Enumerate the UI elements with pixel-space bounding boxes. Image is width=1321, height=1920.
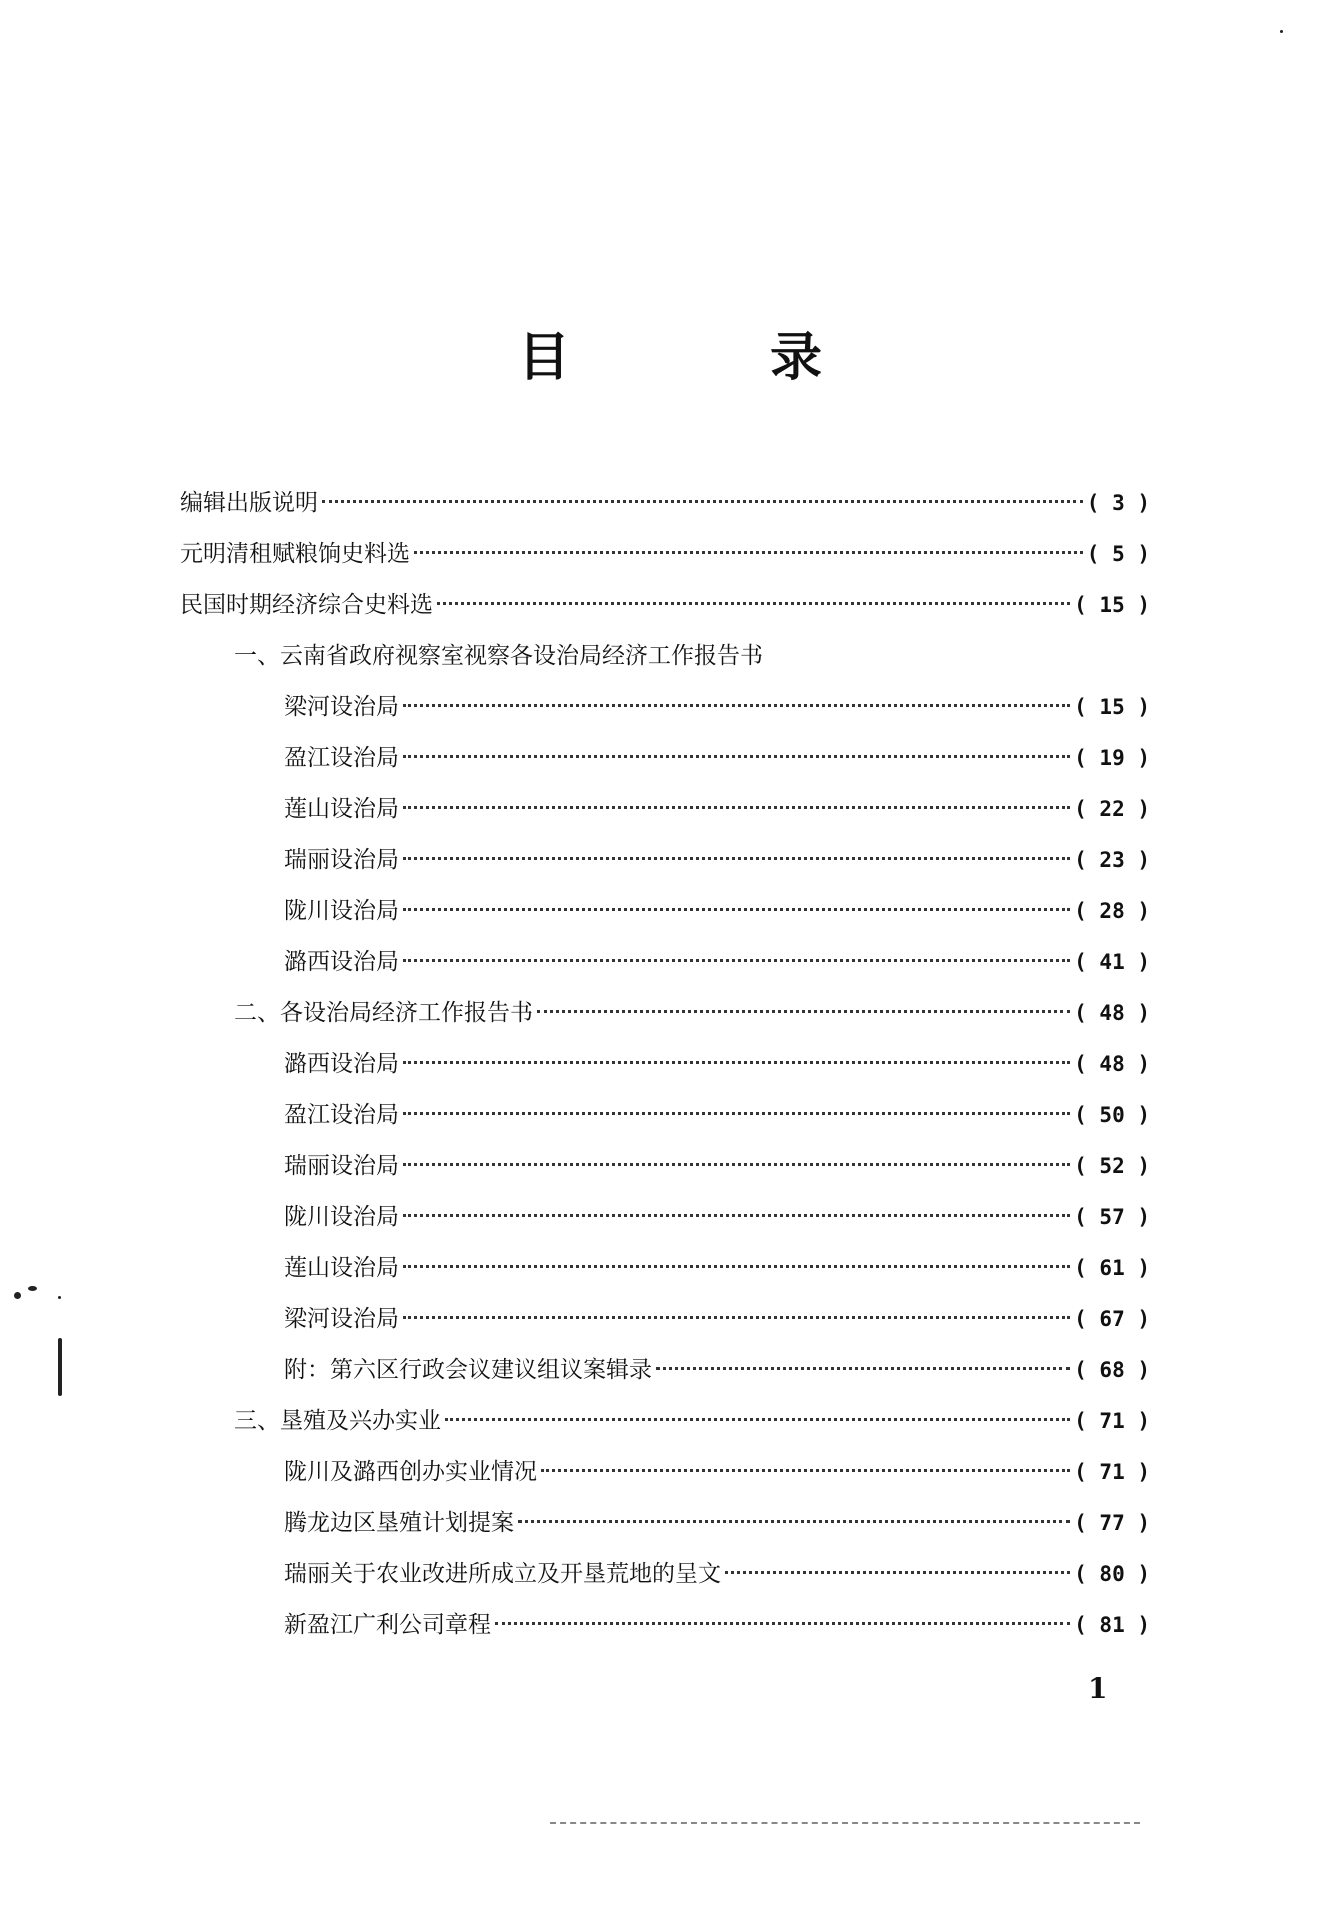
toc-entry-page: ( 68 )	[1074, 1358, 1150, 1382]
toc-leader-dots	[445, 1418, 1070, 1421]
scan-artifact-line	[550, 1822, 1140, 1824]
toc-entry-title: 编辑出版说明	[180, 490, 318, 516]
toc-entry	[180, 1549, 1150, 1600]
toc-entry-page: ( 50 )	[1074, 1103, 1150, 1127]
toc-entry	[180, 886, 1150, 937]
toc-entry-title: 瑞丽关于农业改进所成立及开垦荒地的呈文	[284, 1561, 721, 1587]
toc-entry	[180, 733, 1150, 784]
toc-entry-page: ( 19 )	[1074, 746, 1150, 770]
toc-entry-title: 瑞丽设治局	[284, 847, 399, 873]
toc-entry	[180, 835, 1150, 886]
toc-entry	[180, 1498, 1150, 1549]
toc-entry-page: ( 15 )	[1074, 593, 1150, 617]
toc-entry-title: 民国时期经济综合史料选	[180, 592, 433, 618]
toc-entry-page: ( 57 )	[1074, 1205, 1150, 1229]
toc-entry-title: 盈江设治局	[284, 1102, 399, 1128]
scan-speck	[58, 1338, 62, 1396]
toc-entry-page: ( 5 )	[1086, 542, 1150, 566]
toc-entry	[180, 631, 1150, 682]
toc-leader-dots	[403, 755, 1070, 758]
toc-leader-dots	[403, 908, 1070, 911]
toc-leader-dots	[518, 1520, 1070, 1523]
toc-entry	[180, 1141, 1150, 1192]
toc-entry-page: ( 81 )	[1074, 1613, 1150, 1637]
toc-entry-title: 瑞丽设治局	[284, 1153, 399, 1179]
toc-entry	[180, 580, 1150, 631]
toc-entry	[180, 1039, 1150, 1090]
toc-entry	[180, 1447, 1150, 1498]
toc-entry-title: 盈江设治局	[284, 745, 399, 771]
toc-entry	[180, 1345, 1150, 1396]
toc-entry-page: ( 23 )	[1074, 848, 1150, 872]
toc-entry-title: 陇川及潞西创办实业情况	[284, 1459, 537, 1485]
toc-entry	[180, 478, 1150, 529]
toc-entry-page: ( 28 )	[1074, 899, 1150, 923]
toc-entry-title: 一、云南省政府视察室视察各设治局经济工作报告书	[234, 643, 763, 669]
toc-leader-dots	[403, 1265, 1070, 1268]
toc-leader-dots	[656, 1367, 1070, 1370]
toc-entry-page: ( 52 )	[1074, 1154, 1150, 1178]
toc-entry-title: 附：第六区行政会议建议组议案辑录	[284, 1357, 652, 1383]
toc-leader-dots	[403, 806, 1070, 809]
toc-entry-title: 二、各设治局经济工作报告书	[234, 1000, 533, 1026]
toc-entry	[180, 784, 1150, 835]
toc-entry-title: 莲山设治局	[284, 1255, 399, 1281]
toc-entry-page: ( 61 )	[1074, 1256, 1150, 1280]
scan-speck	[28, 1286, 37, 1291]
toc-leader-dots	[403, 704, 1070, 707]
toc-entry	[180, 937, 1150, 988]
toc-entry-page: ( 80 )	[1074, 1562, 1150, 1586]
toc-entry-page: ( 71 )	[1074, 1460, 1150, 1484]
toc-entry-page: ( 67 )	[1074, 1307, 1150, 1331]
toc-entry-title: 陇川设治局	[284, 898, 399, 924]
toc-entry-title: 新盈江广利公司章程	[284, 1612, 491, 1638]
toc-entry	[180, 682, 1150, 733]
toc-leader-dots	[725, 1571, 1070, 1574]
toc-entry-title: 腾龙边区垦殖计划提案	[284, 1510, 514, 1536]
toc-entry-page: ( 77 )	[1074, 1511, 1150, 1535]
toc-leader-dots	[437, 602, 1070, 605]
toc-leader-dots	[403, 1316, 1070, 1319]
toc-entry	[180, 1090, 1150, 1141]
scan-speck	[1280, 30, 1283, 33]
scan-speck	[58, 1296, 61, 1299]
toc-leader-dots	[403, 959, 1070, 962]
page-number: 1	[1088, 1672, 1108, 1705]
toc-leader-dots	[495, 1622, 1070, 1625]
toc-leader-dots	[541, 1469, 1070, 1472]
toc-entry-title: 陇川设治局	[284, 1204, 399, 1230]
scan-speck	[14, 1292, 21, 1299]
toc-entry-page: ( 3 )	[1086, 491, 1150, 515]
toc-entry-title: 元明清租赋粮饷史料选	[180, 541, 410, 567]
toc-entry-page: ( 71 )	[1074, 1409, 1150, 1433]
toc-entry	[180, 1600, 1150, 1651]
toc-entry-title: 莲山设治局	[284, 796, 399, 822]
toc-entry-page: ( 15 )	[1074, 695, 1150, 719]
toc-entry-page: ( 48 )	[1074, 1052, 1150, 1076]
toc-entry-title: 梁河设治局	[284, 694, 399, 720]
toc-leader-dots	[322, 500, 1083, 503]
toc-entry-title: 潞西设治局	[284, 1051, 399, 1077]
toc-entry-title: 三、垦殖及兴办实业	[234, 1408, 441, 1434]
toc-leader-dots	[403, 857, 1070, 860]
toc-entry-page: ( 48 )	[1074, 1001, 1150, 1025]
toc-leader-dots	[403, 1163, 1070, 1166]
table-of-contents	[180, 478, 1150, 1651]
toc-leader-dots	[403, 1112, 1070, 1115]
toc-entry	[180, 1243, 1150, 1294]
toc-leader-dots	[403, 1061, 1070, 1064]
toc-entry-title: 潞西设治局	[284, 949, 399, 975]
toc-entry	[180, 529, 1150, 580]
toc-entry-page: ( 41 )	[1074, 950, 1150, 974]
toc-leader-dots	[414, 551, 1083, 554]
toc-leader-dots	[537, 1010, 1070, 1013]
toc-entry-title: 梁河设治局	[284, 1306, 399, 1332]
toc-entry-page: ( 22 )	[1074, 797, 1150, 821]
title-char-1: 目	[518, 327, 571, 388]
title-char-2: 录	[770, 327, 823, 388]
toc-leader-dots	[403, 1214, 1070, 1217]
toc-entry	[180, 1192, 1150, 1243]
toc-entry	[180, 1396, 1150, 1447]
toc-entry	[180, 988, 1150, 1039]
toc-entry	[180, 1294, 1150, 1345]
